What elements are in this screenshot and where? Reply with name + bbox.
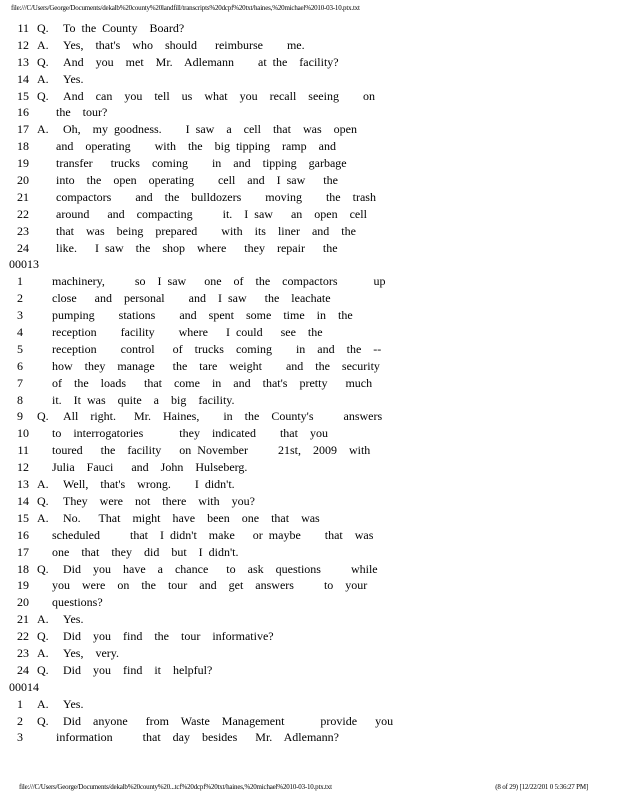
line-number: 18	[17, 561, 29, 576]
speaker-marker: Q.	[37, 662, 49, 677]
speaker-marker: Q.	[37, 629, 49, 644]
speaker-marker: A.	[37, 71, 49, 86]
line-text: of the loads that come in and that's pretty much	[52, 375, 373, 390]
speaker-marker: A.	[37, 612, 49, 627]
line-text: information that day besides Mr. Adlemann?	[56, 730, 339, 745]
transcript-line	[0, 476, 618, 493]
line-text: scheduled that I didn't make or maybe that was	[52, 527, 374, 542]
line-text: Yes, very.	[63, 645, 120, 660]
line-number: 2	[17, 713, 23, 728]
line-number: 16	[17, 527, 29, 542]
transcript-line	[0, 408, 618, 425]
transcript-line	[0, 223, 618, 240]
line-number: 24	[17, 662, 29, 677]
transcript-line	[0, 307, 618, 324]
speaker-marker: A.	[37, 122, 49, 137]
transcript-line	[0, 713, 618, 730]
line-text: All right. Mr. Haines, in the County's answers	[63, 409, 383, 424]
line-number: 23	[17, 645, 29, 660]
transcript-line	[0, 324, 618, 341]
file-path-header: file:///C/Users/George/Documents/dekalb%20county%20landfill/transcripts%20dcpf%20txt/haines,%20michael%2010-03-10.ptx.txt	[11, 4, 360, 12]
line-number: 1	[17, 696, 23, 711]
line-number: 1	[17, 274, 23, 289]
speaker-marker: Q.	[37, 493, 49, 508]
line-number: 4	[17, 325, 23, 340]
line-number: 8	[17, 392, 23, 407]
transcript-line	[0, 729, 618, 746]
transcript-line	[0, 577, 618, 594]
line-number: 20	[17, 173, 29, 188]
transcript-line	[0, 510, 618, 527]
line-number: 7	[17, 375, 23, 390]
line-number: 11	[17, 443, 29, 458]
transcript-line	[0, 155, 618, 172]
page-number: 00013	[9, 257, 39, 272]
line-text: toured the facility on November 21st, 2009 with	[52, 443, 371, 458]
line-text: around and compacting it. I saw an open cell	[56, 206, 367, 221]
speaker-marker: A.	[37, 477, 49, 492]
speaker-marker: Q.	[37, 21, 49, 35]
line-text: it. It was quite a big facility.	[52, 392, 235, 407]
line-number: 5	[17, 341, 23, 356]
transcript-line	[0, 290, 618, 307]
line-text: that was being prepared with its liner and the	[56, 223, 356, 238]
line-text: Well, that's wrong. I didn't.	[63, 477, 235, 492]
transcript-line	[0, 71, 618, 88]
transcript-line	[0, 527, 618, 544]
line-text: and operating with the big tipping ramp and	[56, 139, 336, 154]
line-text: machinery, so I saw one of the compactors up	[52, 274, 386, 289]
line-text: Yes.	[63, 612, 84, 627]
line-number: 22	[17, 206, 29, 221]
line-text: Did you have a chance to ask questions while	[63, 561, 378, 576]
transcript-line	[0, 645, 618, 662]
line-text: reception control of trucks coming in and the --	[52, 341, 382, 356]
line-text: Yes.	[63, 696, 84, 711]
line-number: 9	[17, 409, 23, 424]
line-text: like. I saw the shop where they repair the	[56, 240, 338, 255]
line-number: 16	[17, 105, 29, 120]
line-number: 14	[17, 71, 29, 86]
line-number: 13	[17, 477, 29, 492]
line-number: 6	[17, 358, 23, 373]
speaker-marker: A.	[37, 645, 49, 660]
line-text: how they manage the tare weight and the security	[52, 358, 380, 373]
transcript-body	[0, 20, 618, 746]
line-text: Yes, that's who should reimburse me.	[63, 37, 305, 52]
transcript-line	[0, 54, 618, 71]
speaker-marker: A.	[37, 696, 49, 711]
transcript-line	[0, 37, 618, 54]
line-number: 21	[17, 189, 29, 204]
line-text: And can you tell us what you recall seeing on	[63, 88, 375, 103]
line-number: 21	[17, 612, 29, 627]
line-text: transfer trucks coming in and tipping garbage	[56, 156, 347, 171]
line-number: 24	[17, 240, 29, 255]
footer-file-path: file:///C/Users/George/Documents/dekalb%20county%20...tcf%20dcpf%20txt/haines,%20michael%2010-03-10.ptx.txt	[19, 783, 332, 791]
line-number: 13	[17, 54, 29, 69]
transcript-line	[0, 138, 618, 155]
page-number: 00014	[9, 679, 39, 694]
transcript-line	[0, 104, 618, 121]
line-number: 18	[17, 139, 29, 154]
line-text: into the open operating cell and I saw the	[56, 173, 338, 188]
transcript-line	[0, 561, 618, 578]
transcript-line	[0, 544, 618, 561]
line-text: to interrogatories they indicated that you	[52, 426, 328, 441]
transcript-line	[0, 611, 618, 628]
line-text: No. That might have been one that was	[63, 510, 320, 525]
line-text: questions?	[52, 595, 103, 610]
line-text: Did you find the tour informative?	[63, 629, 274, 644]
line-number: 19	[17, 156, 29, 171]
line-text: Julia Fauci and John Hulseberg.	[52, 460, 248, 475]
line-text: you were on the tour and get answers to your	[52, 578, 368, 593]
speaker-marker: A.	[37, 510, 49, 525]
line-text: They were not there with you?	[63, 493, 255, 508]
transcript-line	[0, 240, 618, 257]
speaker-marker: Q.	[37, 88, 49, 103]
line-number: 23	[17, 223, 29, 238]
line-number: 20	[17, 595, 29, 610]
line-number: 12	[17, 37, 29, 52]
line-text: To the County Board?	[63, 21, 185, 35]
line-number: 3	[17, 308, 23, 323]
speaker-marker: Q.	[37, 561, 49, 576]
transcript-line	[0, 442, 618, 459]
transcript-line	[0, 459, 618, 476]
transcript-line	[0, 392, 618, 409]
line-text: And you met Mr. Adlemann at the facility?	[63, 54, 339, 69]
transcript-line	[0, 88, 618, 105]
line-text: the tour?	[56, 105, 108, 120]
line-text: close and personal and I saw the leachate	[52, 291, 331, 306]
speaker-marker: Q.	[37, 409, 49, 424]
line-number: 19	[17, 578, 29, 593]
transcript-line	[0, 425, 618, 442]
line-number: 10	[17, 426, 29, 441]
line-number: 22	[17, 629, 29, 644]
line-text: Did you find it helpful?	[63, 662, 213, 677]
line-text: one that they did but I didn't.	[52, 544, 239, 559]
line-number: 15	[17, 510, 29, 525]
line-text: Did anyone from Waste Management provide you	[63, 713, 394, 728]
transcript-line	[0, 662, 618, 679]
transcript-line	[0, 20, 618, 37]
line-number: 14	[17, 493, 29, 508]
line-number: 3	[17, 730, 23, 745]
transcript-line	[0, 628, 618, 645]
page-number-marker	[0, 256, 618, 273]
line-number: 12	[17, 460, 29, 475]
transcript-line	[0, 273, 618, 290]
speaker-marker: Q.	[37, 713, 49, 728]
transcript-line	[0, 206, 618, 223]
transcript-line	[0, 358, 618, 375]
page-number-marker	[0, 679, 618, 696]
line-text: reception facility where I could see the	[52, 325, 323, 340]
line-number: 2	[17, 291, 23, 306]
line-text: Yes.	[63, 71, 84, 86]
line-text: compactors and the bulldozers moving the trash	[56, 189, 376, 204]
transcript-line	[0, 341, 618, 358]
line-number: 11	[17, 21, 29, 35]
transcript-line	[0, 696, 618, 713]
transcript-line	[0, 493, 618, 510]
line-number: 17	[17, 544, 29, 559]
transcript-line	[0, 375, 618, 392]
line-text: pumping stations and spent some time in the	[52, 308, 353, 323]
speaker-marker: Q.	[37, 54, 49, 69]
transcript-line	[0, 189, 618, 206]
line-number: 17	[17, 122, 29, 137]
footer-page-info: (8 of 29) [12/22/201 0 5:36:27 PM]	[495, 783, 588, 791]
line-number: 15	[17, 88, 29, 103]
transcript-line	[0, 594, 618, 611]
transcript-line	[0, 121, 618, 138]
transcript-line	[0, 172, 618, 189]
speaker-marker: A.	[37, 37, 49, 52]
line-text: Oh, my goodness. I saw a cell that was open	[63, 122, 357, 137]
